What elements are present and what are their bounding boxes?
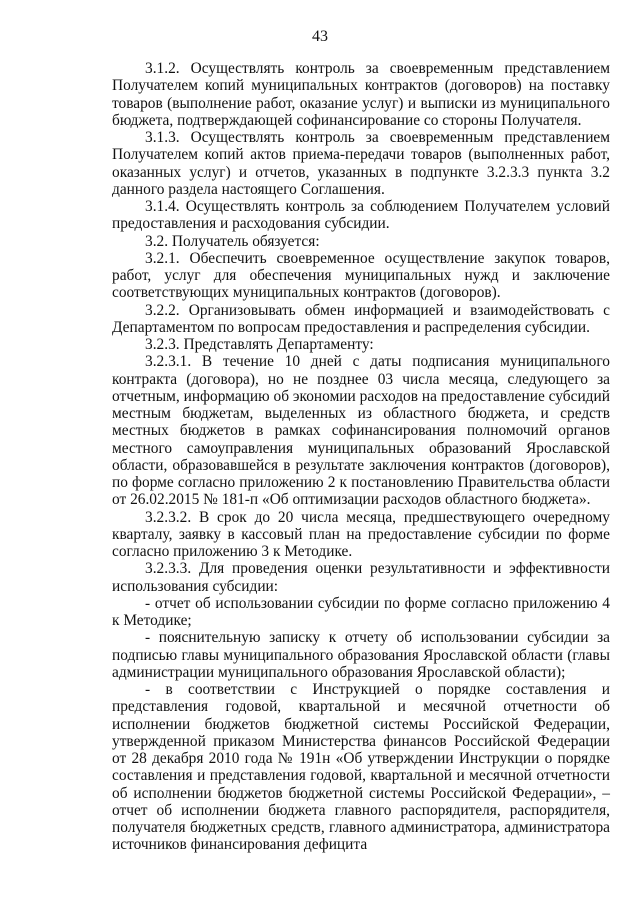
paragraph-3-2-3-3: 3.2.3.3. Для проведения оценки результативности и эффективности использования субсидии: [112,560,610,595]
list-item-usage-report: - отчет об использовании субсидии по форме согласно приложению 4 к Методике; [112,594,610,629]
list-item-budget-execution-report: - в соответствии с Инструкцией о порядке составления и представления годовой, квартальной и месячной отчетности об исполнении бюджетов бюджетной системы Российской Федерации, утвержденной приказом Министерства финансов Российской Федерации от 28 декабря 2010 года № 191н «Об утверждении Инструкции о порядке составления и представления годовой, квартальной и месячной отчетности об исполнении бюджетов бюджетной системы Российской Федерации», – отчет об исполнении бюджета главного распорядителя, распорядителя, получателя бюджетных средств, главного администратора, администратора источников финансирования дефицита [112,681,610,854]
page-number: 43 [312,28,328,45]
paragraph-3-2-3: 3.2.3. Представлять Департаменту: [145,336,374,353]
paragraph-3-2-2: 3.2.2. Организовывать обмен информацией и взаимодействовать с Департаментом по вопросам предоставления и распределения субсидии. [112,301,610,336]
paragraph-3-2: 3.2. Получатель обязуется: [145,232,320,250]
paragraph-3-2-3-2: 3.2.3.2. В срок до 20 числа месяца, предшествующего очередному кварталу, заявку в кассовый план на предоставление субсидии по форме согласно приложению 3 к Методике. [112,508,610,560]
paragraph-3-1-4: 3.1.4. Осуществлять контроль за соблюдением Получателем условий предоставления и расходования субсидии. [112,198,610,233]
paragraph-3-1-2: 3.1.2. Осуществлять контроль за своевременным представлением Получателем копий муниципальных контрактов (договоров) на поставку товаров (выполнение работ, оказание услуг) и выписки из муниципального бюджета, подтверждающей софинансирование со стороны Получателя. [112,60,610,129]
paragraph-3-2-3-1: 3.2.3.1. В течение 10 дней с даты подписания муниципального контракта (договора), но не позднее 03 числа месяца, следующего за отчетным, информацию об экономии расходов на предоставление субсидий местным бюджетам, выделенных из областного бюджета, и средств местных бюджетов в рамках софинансирования полномочий органов местного самоуправления муниципальных образований Ярославской области, образовавшейся в результате заключения контрактов (договоров), по форме согласно приложению 2 к постановлению Правительства области от 26.02.2015 № 181-п «Об оптимизации расходов областного бюджета». [112,353,610,509]
document-body [112,60,610,854]
list-item-explanatory-note: - пояснительную записку к отчету об использовании субсидии за подписью главы муниципального образования Ярославской области (главы администрации муниципального образования Ярославской области); [112,629,610,681]
paragraph-3-1-3: 3.1.3. Осуществлять контроль за своевременным представлением Получателем копий актов приема-передачи товаров (выполненных работ, оказанных услуг) и отчетов, указанных в подпункте 3.2.3.3 пункта 3.2 данного раздела настоящего Соглашения. [112,129,610,198]
paragraph-3-2-1: 3.2.1. Обеспечить своевременное осуществление закупок товаров, работ, услуг для обеспечения муниципальных нужд и заключение соответствующих муниципальных контрактов (договоров). [112,249,610,302]
